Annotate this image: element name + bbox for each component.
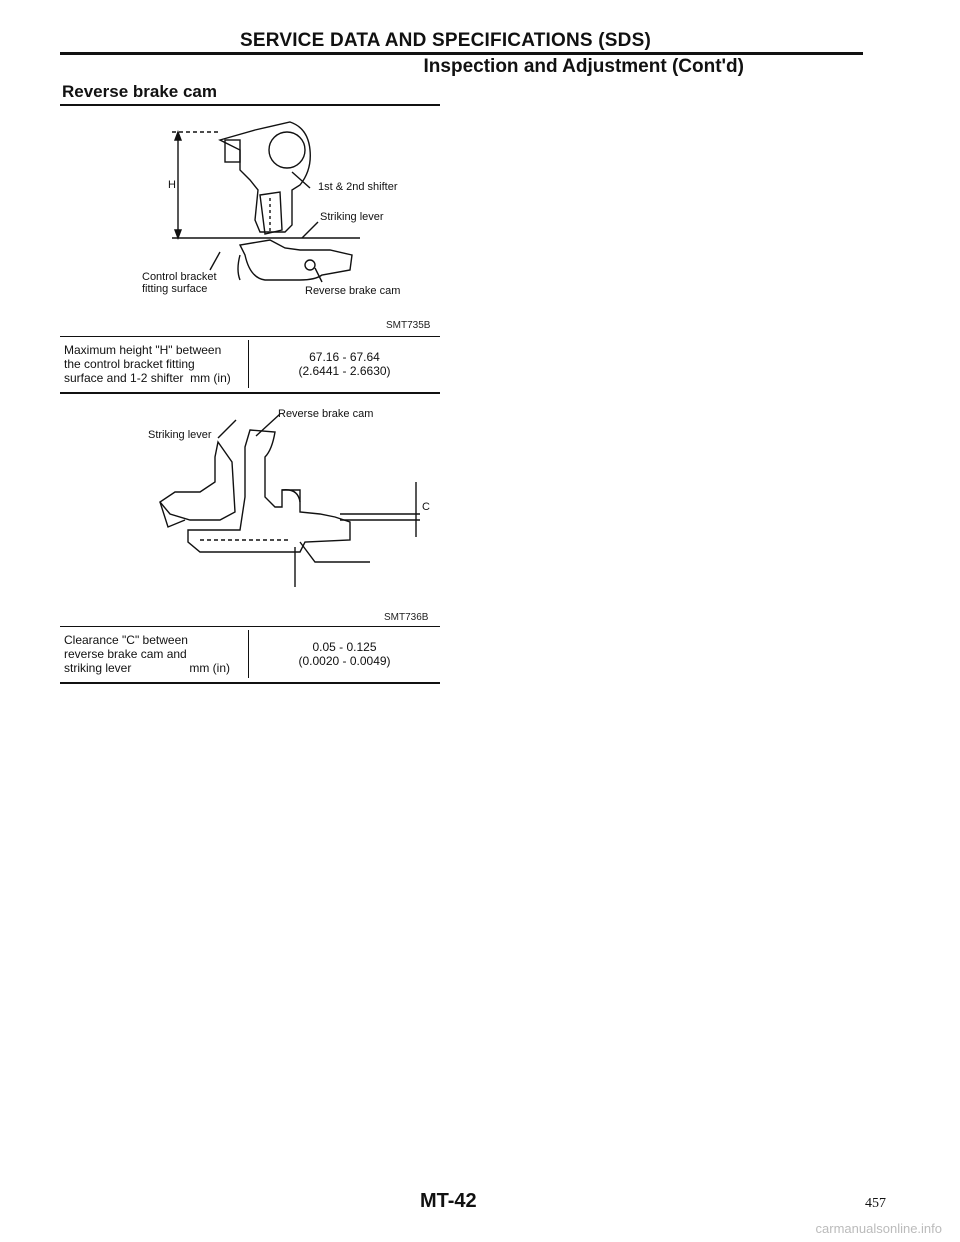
label-shifter: 1st & 2nd shifter — [318, 181, 398, 193]
label-reverse-cam: Reverse brake cam — [305, 285, 401, 297]
page-header-subtitle: Inspection and Adjustment (Cont'd) — [423, 56, 744, 77]
header-rule — [60, 52, 863, 55]
label-h: H — [168, 179, 176, 191]
spec-label: Clearance "C" between reverse brake cam and striking lever mm (in) — [60, 630, 249, 678]
figure-height-diagram — [60, 110, 440, 310]
page-number: 457 — [865, 1196, 886, 1211]
label-control-bracket: Control bracket — [142, 271, 217, 283]
table-rule-top — [60, 336, 440, 337]
spec-value: 67.16 - 67.64 (2.6441 - 2.6630) — [298, 350, 391, 378]
table-rule-bottom — [60, 682, 440, 684]
figure-code: SMT736B — [384, 612, 429, 623]
spec-table-clearance — [60, 630, 440, 678]
label-reverse-cam: Reverse brake cam — [278, 408, 374, 420]
table-row — [60, 630, 440, 678]
spec-value: 0.05 - 0.125 (0.0020 - 0.0049) — [298, 640, 391, 668]
table-row — [60, 340, 440, 388]
section-title: Reverse brake cam — [62, 82, 218, 101]
page-header-title: SERVICE DATA AND SPECIFICATIONS (SDS) — [240, 30, 652, 51]
label-c: C — [422, 501, 430, 513]
table-rule-bottom — [60, 392, 440, 394]
figure-clearance-diagram — [60, 402, 440, 602]
figure-code: SMT735B — [386, 320, 431, 331]
table-rule-top — [60, 626, 440, 627]
watermark: carmanualsonline.info — [815, 1221, 942, 1236]
spec-label: Maximum height "H" between the control bracket fitting surface and 1-2 shifter mm (in) — [60, 340, 249, 388]
section-rule — [60, 104, 440, 106]
label-fitting-surface: fitting surface — [142, 283, 208, 295]
spec-table-height — [60, 340, 440, 388]
label-striking-lever: Striking lever — [148, 429, 212, 441]
page-code: MT-42 — [420, 1190, 477, 1212]
label-striking-lever: Striking lever — [320, 211, 384, 223]
